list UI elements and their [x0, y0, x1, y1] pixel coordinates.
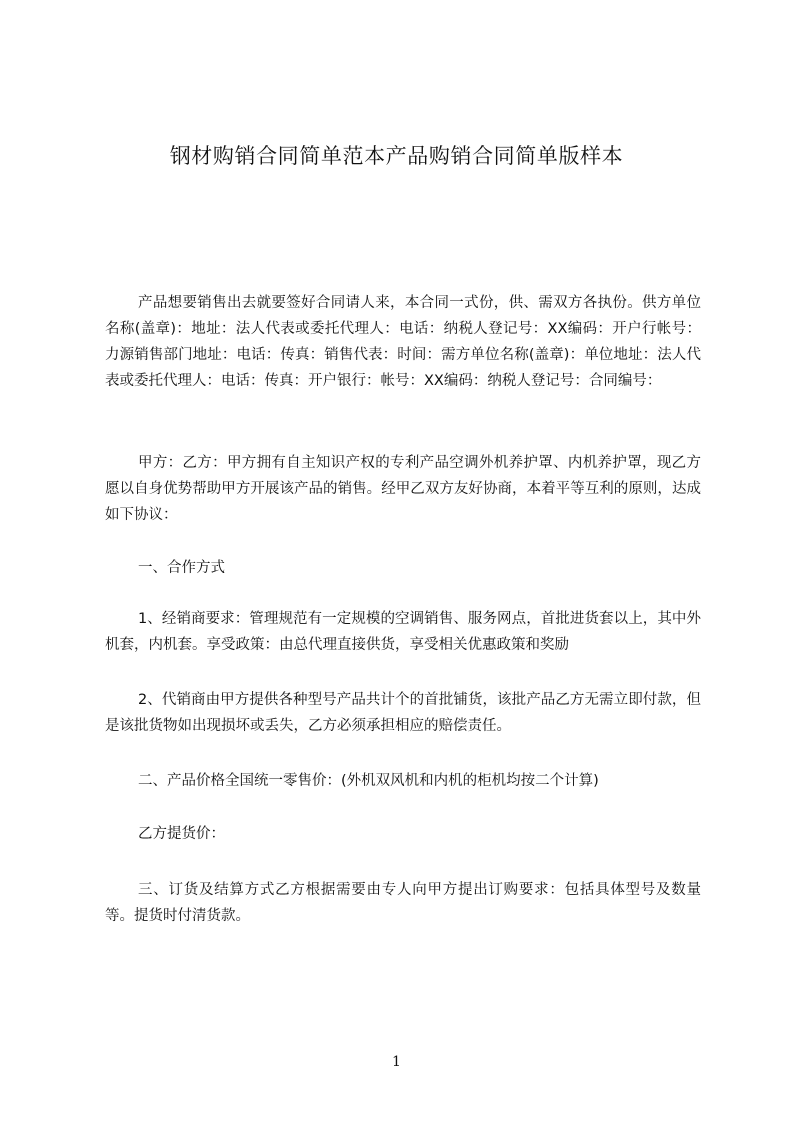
section-1-item-1: 1、经销商要求：管理规范有一定规模的空调销售、服务网点，首批进货套以上，其中外机套，内机套。享受政策：由总代理直接供货，享受相关优惠政策和奖励 [105, 611, 701, 653]
section-2-pickup-price: 乙方提货价： [138, 826, 225, 842]
parties-paragraph: 甲方：乙方：甲方拥有自主知识产权的专利产品空调外机养护罩、内机养护罩，现乙方愿以自身优势帮助甲方开展该产品的销售。经甲乙双方友好协商，本着平等互利的原则，达成如下协议： [105, 455, 701, 523]
section-3-paragraph: 三、订货及结算方式乙方根据需要由专人向甲方提出订购要求：包括具体型号及数量等。提货时付清货款。 [105, 882, 701, 924]
section-1-heading: 一、合作方式 [138, 560, 225, 576]
page-number: 1 [392, 1054, 401, 1070]
section-2-heading: 二、产品价格全国统一零售价：(外机双风机和内机的柜机均按二个计算) [138, 773, 599, 789]
section-1-item-2: 2、代销商由甲方提供各种型号产品共计个的首批铺货，该批产品乙方无需立即付款，但是该批货物如出现损坏或丢失，乙方必须承担相应的赔偿责任。 [105, 692, 701, 734]
document-title: 钢材购销合同简单范本产品购销合同简单版样本 [169, 144, 624, 168]
intro-paragraph: 产品想要销售出去就要签好合同请人来，本合同一式份，供、需双方各执份。供方单位名称(盖章)：地址：法人代表或委托代理人：电话：纳税人登记号：XX编码：开户行帐号：力源销售部门地址：电话：传真：销售代表：时间：需方单位名称(盖章)：单位地址：法人代表或委托代理人：电话：传真：开户银行：帐号：XX编码：纳税人登记号：合同编号： [105, 295, 701, 389]
